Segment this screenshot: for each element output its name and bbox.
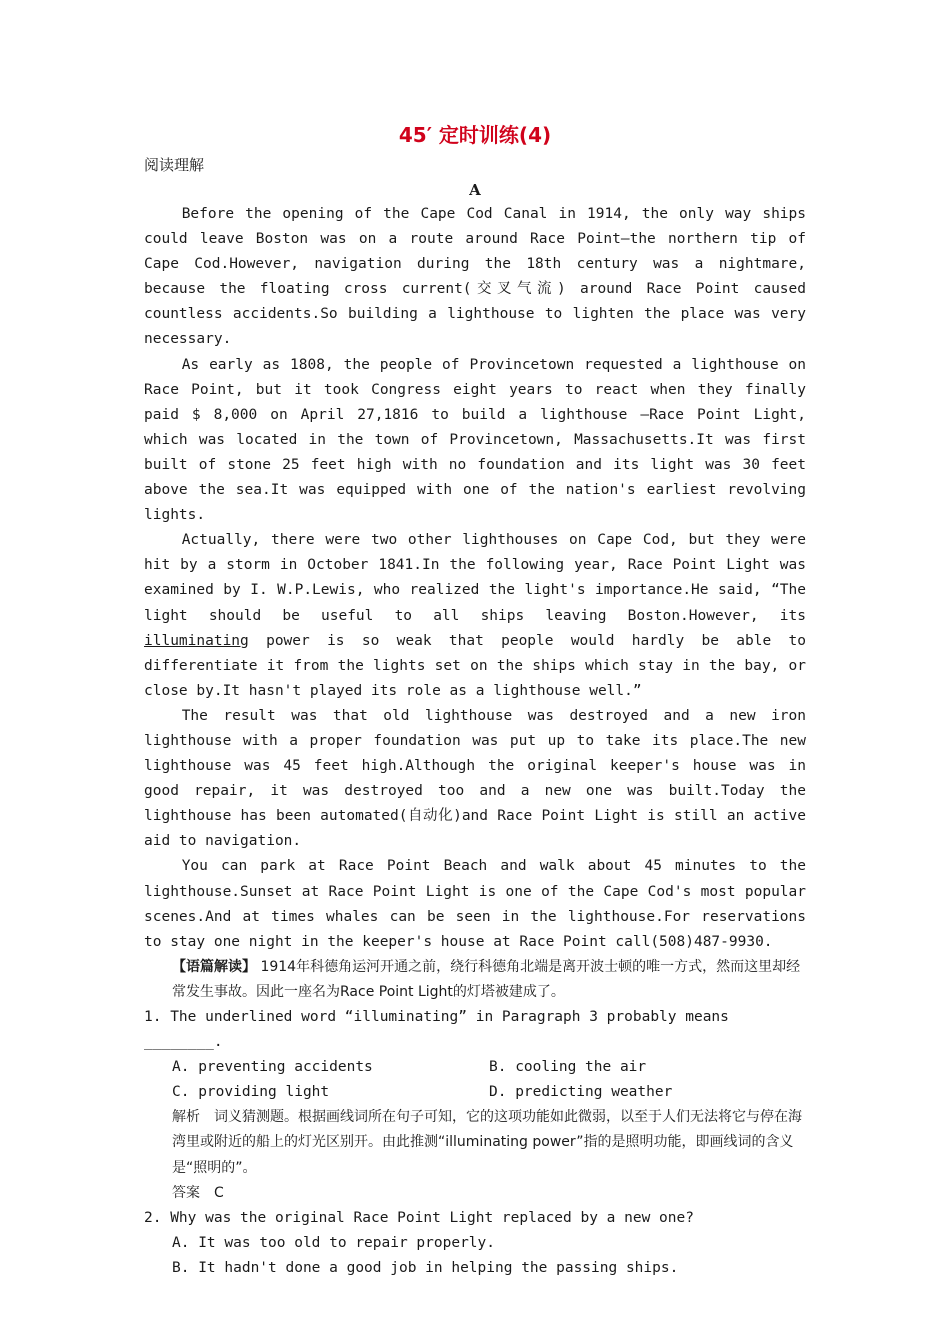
- passage-label: A: [469, 181, 481, 199]
- paragraph-5: You can park at Race Point Beach and walk about 45 minutes to the lighthouse.Sunset at Race Point Light is one of the Cape Cod's most popular scenes.And at times whales can be seen in the lighthouse.For reservations to stay one night in the keeper's house at Race Point call(508)487-9930.: [144, 858, 806, 950]
- paragraph-3: [144, 528, 806, 704]
- question-1-options-row-2: [144, 1080, 806, 1105]
- question-1-stem: 1. The underlined word “illuminating” in Paragraph 3 probably means ________.: [144, 1009, 729, 1051]
- option-a: A. preventing accidents: [172, 1059, 373, 1076]
- paragraph-3-text-after: power is so weak that people would hardly be able to differentiate it from the lights set on the ships which stay in the bay, or close by.It hasn't played its role as a lighthouse well.”: [144, 632, 806, 699]
- option-d: D. predicting weather: [489, 1084, 673, 1101]
- question-1-options-row-1: [144, 1055, 806, 1080]
- section-label: 阅读理解: [144, 156, 205, 174]
- question-1-analysis: 解析 词义猜测题。根据画线词所在句子可知，它的这项功能如此微弱，以至于人们无法将它与停在海湾里或附近的船上的灯光区别开。由此推测“illuminating power”指的是照明功能，即画线词的含义是“照明的”。: [172, 1109, 802, 1176]
- paragraph-3-text-before: Actually, there were two other lighthouses on Cape Cod, but they were hit by a storm in October 1841.In the following year, Race Point Light was examined by I. W.P.Lewis, who realized the light's importance.He said, “The light should be useful to all ships leaving Boston.However, its: [144, 532, 806, 624]
- passage-summary: [144, 955, 806, 1005]
- document-content: [144, 118, 806, 1281]
- question-2-option-b: B. It hadn't done a good job in helping the passing ships.: [172, 1259, 679, 1276]
- option-b: B. cooling the air: [489, 1059, 647, 1076]
- underlined-word: illuminating: [144, 632, 249, 649]
- question-2-option-a: A. It was too old to repair properly.: [172, 1234, 496, 1251]
- summary-tag: 【语篇解读】: [172, 958, 256, 975]
- page-title: 45′ 定时训练(4): [398, 123, 552, 147]
- paragraph-2: As early as 1808, the people of Provincetown requested a lighthouse on Race Point, but it took Congress eight years to react when they finally paid $ 8,000 on April 27,1816 to build a lighthouse —Race Point Light, which was located in the town of Provincetown, Massachusetts.It was first built of stone 25 feet high with no foundation and its light was 30 feet above the sea.It was equipped with one of the nation's earliest revolving lights.: [144, 356, 806, 524]
- paragraph-4: The result was that old lighthouse was destroyed and a new iron lighthouse with a proper foundation was put up to take its place.The new lighthouse was 45 feet high.Although the original keeper's house was in good repair, it was destroyed too and a new one was built.Today the lighthouse has been automated(自动化)and Race Point Light is still an active aid to navigation.: [144, 707, 806, 850]
- question-2-stem: 2. Why was the original Race Point Light replaced by a new one?: [144, 1209, 694, 1226]
- paragraph-1: Before the opening of the Cape Cod Canal in 1914, the only way ships could leave Boston was on a route around Race Point—the northern tip of Cape Cod.However, navigation during the 18th century was a nightmare, because the floating cross current(交叉气流) around Race Point caused countless accidents.So building a lighthouse to lighten the place was very necessary.: [144, 206, 806, 348]
- option-c: C. providing light: [172, 1084, 330, 1101]
- question-1-answer: 答案 C: [172, 1184, 224, 1201]
- summary-text: 1914年科德角运河开通之前，绕行科德角北端是离开波士顿的唯一方式，然而这里却经常发生事故。因此一座名为Race Point Light的灯塔被建成了。: [172, 958, 801, 1000]
